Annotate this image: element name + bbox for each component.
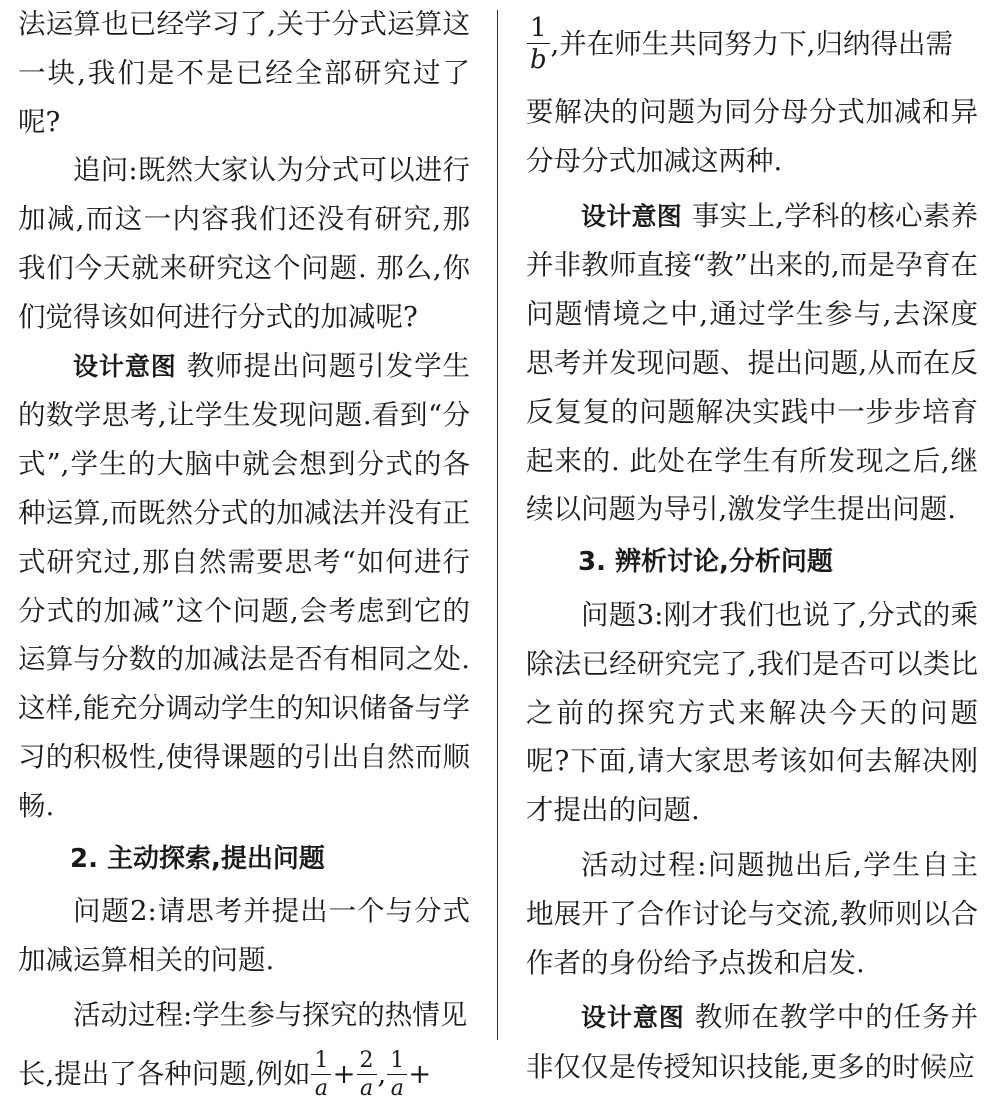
section-heading-3: 3. 辨析讨论,分析问题	[578, 547, 833, 578]
comma: ,	[377, 1057, 387, 1090]
right-column	[526, 0, 978, 1092]
plus-sign: +	[332, 1057, 356, 1090]
paragraph-activity-process-1: 活动过程:学生参与探究的热情见	[73, 998, 468, 1031]
fraction-denominator: a	[390, 1076, 404, 1101]
paragraph-question-3: 问题3:刚才我们也说了,分式的乘除法已经研究完了,我们是否可以类比之前的探究方式来解决今天的问题呢?下面,请大家思考该如何去解决刚才提出的问题.	[526, 598, 978, 827]
paragraph-follow-up-question: 追问:既然大家认为分式可以进行加减,而这一内容我们还没有研究,那我们今天就来研究这个问题. 那么,你们觉得该如何进行分式的加减呢?	[18, 154, 470, 333]
fraction-1-over-a	[311, 1050, 331, 1100]
continuation-text: ,并在师生共同努力下,归纳得出需	[550, 27, 954, 60]
paragraph-activity-process-2: 活动过程:问题抛出后,学生自主地展开了合作讨论与交流,教师则以合作者的身份给予点拨和启发.	[526, 848, 978, 979]
paragraph-design-intent-1	[18, 342, 470, 831]
paragraph-continuation-line	[526, 0, 978, 88]
paragraph-intro: 法运算也已经学习了,关于分式运算这一块,我们是不是已经全部研究过了呢?	[18, 8, 470, 138]
activity-text-continued: 长,提出了各种问题,例如	[18, 1057, 311, 1090]
fraction-numerator: 1	[387, 1050, 407, 1075]
section-heading-2: 2. 主动探索,提出问题	[70, 843, 325, 874]
fraction-numerator: 1	[527, 15, 550, 44]
paragraph-continuation: 要解决的问题为同分母分式加减和异分母分式加减这两种.	[526, 96, 978, 177]
paragraph-question-2: 问题2:请思考并提出一个与分式加减运算相关的问题.	[18, 895, 470, 977]
paragraph-activity-process-1-math	[18, 1050, 470, 1101]
fraction-denominator: b	[529, 45, 547, 75]
fraction-denominator: a	[359, 1076, 374, 1101]
design-intent-label: 设计意图	[581, 1003, 685, 1033]
fraction-1-over-b	[527, 15, 550, 73]
left-column	[18, 0, 470, 1100]
paragraph-design-intent-3	[526, 993, 978, 1092]
fraction-numerator: 2	[357, 1050, 377, 1075]
fraction-2-over-a	[357, 1050, 377, 1100]
column-divider	[497, 10, 498, 1040]
plus-sign: +	[408, 1057, 432, 1090]
fraction-denominator: a	[314, 1076, 329, 1101]
design-intent-label: 设计意图	[581, 201, 682, 231]
fraction-1-over-a	[387, 1050, 407, 1100]
design-intent-text: 教师在教学中的任务并非仅仅是传授知识技能,更多的时候应	[526, 1001, 978, 1084]
paragraph-design-intent-2	[526, 192, 978, 535]
design-intent-text: 事实上,学科的核心素养并非教师直接“教”出来的,而是孕育在问题情境之中,通过学生参与,去深度思考并发现问题、提出问题,从而在反反复复的问题解决实践中一步步培育起来的. 此处在学生有所发现之后,继续以问题为导引,激发学生提出问题.	[526, 199, 978, 526]
fraction-numerator: 1	[311, 1050, 331, 1075]
design-intent-text: 教师提出问题引发学生的数学思考,让学生发现问题.看到“分式”,学生的大脑中就会想到分式的各种运算,而既然分式的加减法并没有正式研究过,那自然需要思考“如何进行分式的加减”这个问题,会考虑到它的运算与分数的加减法是否有相同之处. 这样,能充分调动学生的知识储备与学习的积极性,使得课题的引出自然而顺畅.	[18, 349, 470, 822]
design-intent-label: 设计意图	[73, 351, 177, 381]
